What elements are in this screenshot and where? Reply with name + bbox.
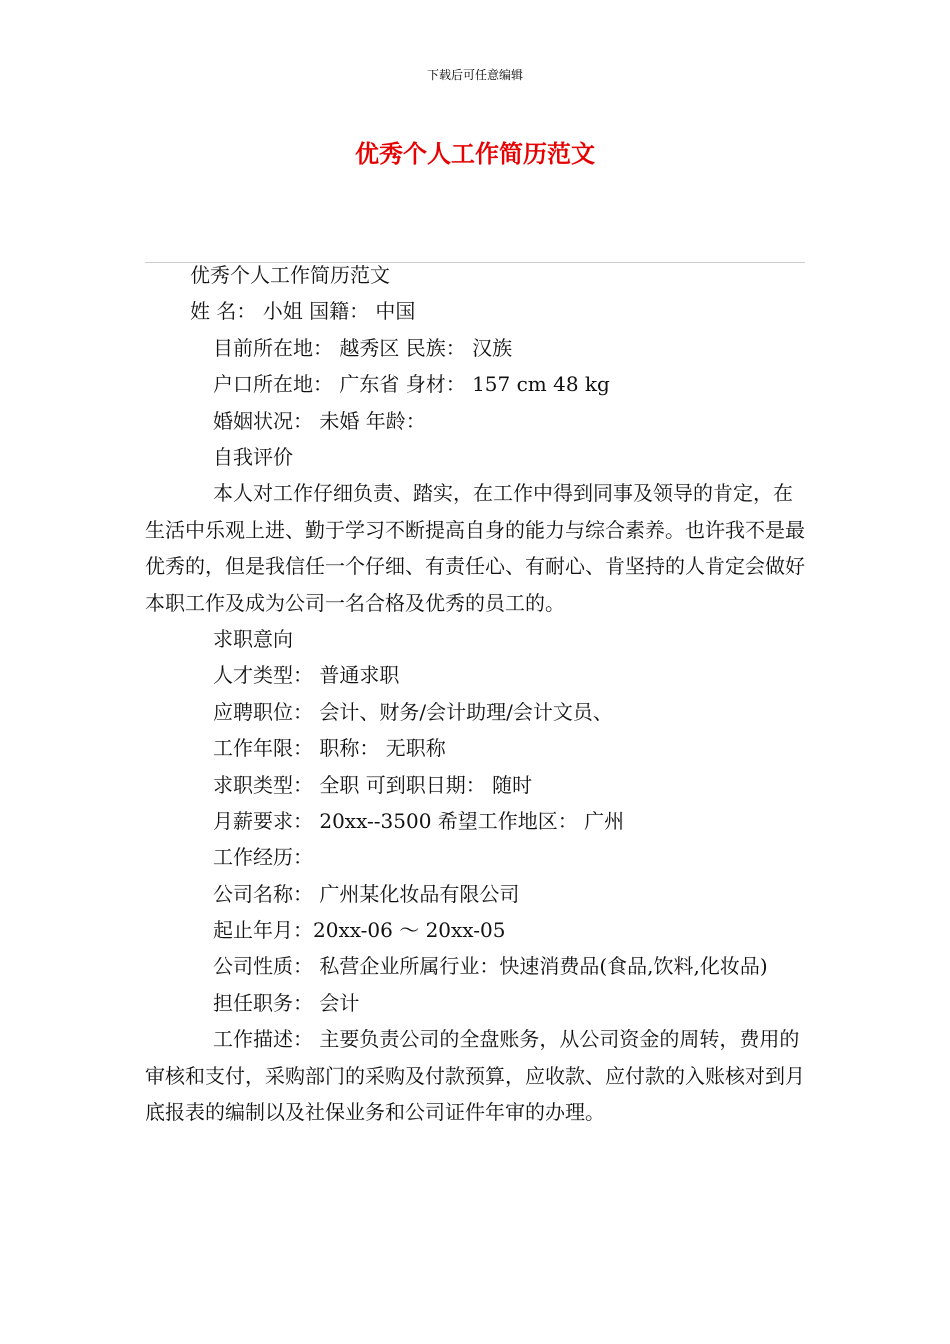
document-title: 优秀个人工作简历范文 xyxy=(355,140,595,168)
company-line: 公司名称： 广州某化妆品有限公司 xyxy=(213,881,520,906)
self-eval-heading: 自我评价 xyxy=(213,444,293,469)
intent-heading: 求职意向 xyxy=(213,626,293,651)
period-line: 起止年月：20xx-06 ～ 20xx-05 xyxy=(213,918,506,943)
job-description-paragraph: 工作描述： 主要负责公司的全盘账务，从公司资金的周转，费用的审核和支付，采购部门的采购及付款预算，应收款、应付款的入账核对到月底报表的编制以及社保业务和公司证件年审的办理。 xyxy=(145,1027,805,1125)
experience-heading: 工作经历： xyxy=(213,845,313,870)
self-eval-paragraph: 本人对工作仔细负责、踏实，在工作中得到同事及领导的肯定，在生活中乐观上进、勤于学习不断提高自身的能力与综合素养。也许我不是最优秀的，但是我信任一个仔细、有责任心、有耐心、肯坚持的人肯定会做好本职工作及成为公司一名合格及优秀的员工的。 xyxy=(145,481,805,615)
marital-line: 婚姻状况： 未婚 年龄： xyxy=(213,408,426,433)
resume-body xyxy=(145,257,810,1131)
years-line: 工作年限： 职称： 无职称 xyxy=(213,736,446,761)
company-nature-paragraph: 公司性质： 私营企业所属行业：快速消费品(食品,饮料,化妆品) xyxy=(213,954,768,979)
salary-line: 月薪要求： 20xx--3500 希望工作地区： 广州 xyxy=(213,808,625,833)
resume-heading: 优秀个人工作简历范文 xyxy=(190,263,390,287)
location-line: 目前所在地： 越秀区 民族： 汉族 xyxy=(213,335,513,360)
hukou-line: 户口所在地： 广东省 身材： 157 cm 48 kg xyxy=(213,372,610,397)
talent-type-line: 人才类型： 普通求职 xyxy=(213,663,400,688)
header-note: 下载后可任意编辑 xyxy=(426,68,523,82)
name-line: 姓 名： 小姐 国籍： 中国 xyxy=(190,299,416,324)
role-line: 担任职务： 会计 xyxy=(213,990,360,1015)
position-line: 应聘职位： 会计、财务/会计助理/会计文员、 xyxy=(213,699,613,724)
job-type-line: 求职类型： 全职 可到职日期： 随时 xyxy=(213,772,533,797)
